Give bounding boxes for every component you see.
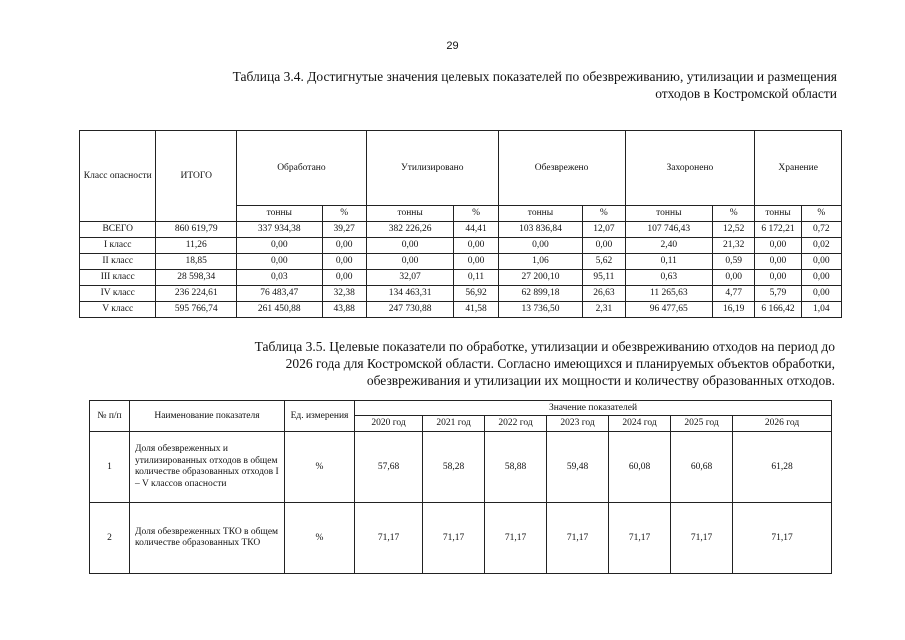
table-cell: 13 736,50: [498, 302, 583, 318]
table-row: [90, 503, 832, 574]
table-cell: 0,00: [801, 286, 841, 302]
table-cell: 134 463,31: [366, 286, 454, 302]
table-cell: 0,03: [237, 270, 323, 286]
value-cell: 60,68: [671, 432, 733, 503]
header-buried: Захоронено: [625, 131, 755, 206]
table-cell: 860 619,79: [156, 222, 237, 238]
header-utilized: Утилизировано: [366, 131, 498, 206]
table2-caption: [155, 338, 835, 389]
table-cell: 0,00: [366, 254, 454, 270]
table2-caption-line1: Таблица 3.5. Целевые показатели по обработке, утилизации и обезвреживанию отходов на период до: [254, 339, 835, 354]
table-cell: 28 598,34: [156, 270, 237, 286]
year-header: 2025 год: [671, 416, 733, 432]
table-cell: 44,41: [454, 222, 498, 238]
table-cell: 32,07: [366, 270, 454, 286]
indicator-name: Доля обезвреженных ТКО в общем количестве образованных ТКО: [130, 503, 285, 574]
unit-pct: %: [454, 206, 498, 222]
table-cell: 95,11: [583, 270, 625, 286]
value-cell: 71,17: [547, 503, 609, 574]
table-cell: 261 450,88: [237, 302, 323, 318]
table1-header-row: [80, 131, 842, 206]
table1-caption-line2: отходов в Костромской области: [655, 86, 837, 101]
page-number: 29: [446, 40, 459, 52]
value-cell: 71,17: [671, 503, 733, 574]
value-cell: 60,08: [609, 432, 671, 503]
table-cell: 0,00: [755, 254, 801, 270]
table-cell: 11,26: [156, 238, 237, 254]
table-cell: 0,00: [322, 254, 366, 270]
target-indicators-table: [89, 400, 832, 574]
header-name: Наименование показателя: [130, 401, 285, 432]
row-number: 1: [90, 432, 130, 503]
unit-pct: %: [322, 206, 366, 222]
table1-body: [80, 222, 842, 318]
indicator-unit: %: [285, 432, 355, 503]
header-total: ИТОГО: [156, 131, 237, 222]
table-cell: 4,77: [713, 286, 755, 302]
row-class-cell: II класс: [80, 254, 156, 270]
table-cell: 0,00: [755, 238, 801, 254]
header-num: № п/п: [90, 401, 130, 432]
row-class-cell: V класс: [80, 302, 156, 318]
table-cell: 107 746,43: [625, 222, 713, 238]
year-header: 2022 год: [485, 416, 547, 432]
header-class: Класс опасности: [80, 131, 156, 222]
table-cell: 0,59: [713, 254, 755, 270]
table-cell: 2,31: [583, 302, 625, 318]
table-cell: 0,00: [366, 238, 454, 254]
table-cell: 0,00: [237, 238, 323, 254]
table-cell: 27 200,10: [498, 270, 583, 286]
table-cell: 0,00: [322, 270, 366, 286]
table-cell: 18,85: [156, 254, 237, 270]
table-cell: 382 226,26: [366, 222, 454, 238]
year-header: 2023 год: [547, 416, 609, 432]
value-cell: 58,28: [423, 432, 485, 503]
table-cell: 0,11: [454, 270, 498, 286]
table-cell: 0,11: [625, 254, 713, 270]
table-row: [80, 286, 842, 302]
table-cell: 0,00: [237, 254, 323, 270]
table-cell: 6 172,21: [755, 222, 801, 238]
table-cell: 11 265,63: [625, 286, 713, 302]
table-cell: 0,00: [713, 270, 755, 286]
table2-header-row: [90, 401, 832, 416]
table-cell: 1,06: [498, 254, 583, 270]
table2-body: [90, 432, 832, 574]
header-values: Значение показателей: [355, 401, 832, 416]
table-cell: 32,38: [322, 286, 366, 302]
table-cell: 0,00: [583, 238, 625, 254]
table-cell: 39,27: [322, 222, 366, 238]
table1-caption-line1: Таблица 3.4. Достигнутые значения целевых показателей по обезвреживанию, утилизации и размещения: [232, 69, 837, 84]
value-cell: 71,17: [609, 503, 671, 574]
value-cell: 71,17: [423, 503, 485, 574]
row-class-cell: I класс: [80, 238, 156, 254]
header-neutralized: Обезврежено: [498, 131, 625, 206]
table-cell: 16,19: [713, 302, 755, 318]
table-row: [80, 302, 842, 318]
table-cell: 56,92: [454, 286, 498, 302]
table-cell: 2,40: [625, 238, 713, 254]
table-cell: 96 477,65: [625, 302, 713, 318]
header-unit: Ед. измерения: [285, 401, 355, 432]
unit-pct: %: [713, 206, 755, 222]
table-cell: 0,00: [454, 254, 498, 270]
row-class-cell: IV класс: [80, 286, 156, 302]
value-cell: 71,17: [355, 503, 423, 574]
table-row: [80, 270, 842, 286]
indicator-name: Доля обезвреженных и утилизированных отходов в общем количестве образованных отходов I – V классов опасности: [130, 432, 285, 503]
table-cell: 247 730,88: [366, 302, 454, 318]
row-class-cell: III класс: [80, 270, 156, 286]
year-header: 2021 год: [423, 416, 485, 432]
value-cell: 58,88: [485, 432, 547, 503]
value-cell: 59,48: [547, 432, 609, 503]
year-header: 2026 год: [733, 416, 832, 432]
table-cell: 0,00: [801, 270, 841, 286]
header-storage: Хранение: [755, 131, 842, 206]
unit-tons: тонны: [755, 206, 801, 222]
table-cell: 0,72: [801, 222, 841, 238]
table2-caption-line3: обезвреживания и утилизации их мощности и количеству образованных отходов.: [366, 373, 835, 388]
row-number: 2: [90, 503, 130, 574]
table-cell: 337 934,38: [237, 222, 323, 238]
year-header: 2024 год: [609, 416, 671, 432]
table-row: [80, 238, 842, 254]
table-cell: 5,79: [755, 286, 801, 302]
table-cell: 12,07: [583, 222, 625, 238]
unit-tons: тонны: [498, 206, 583, 222]
table-cell: 26,63: [583, 286, 625, 302]
table-cell: 12,52: [713, 222, 755, 238]
unit-pct: %: [583, 206, 625, 222]
table-cell: 103 836,84: [498, 222, 583, 238]
table-cell: 43,88: [322, 302, 366, 318]
row-class-cell: ВСЕГО: [80, 222, 156, 238]
indicator-unit: %: [285, 503, 355, 574]
table-cell: 236 224,61: [156, 286, 237, 302]
value-cell: 71,17: [485, 503, 547, 574]
table-row: [90, 432, 832, 503]
year-header: 2020 год: [355, 416, 423, 432]
table-cell: 6 166,42: [755, 302, 801, 318]
table-cell: 76 483,47: [237, 286, 323, 302]
unit-tons: тонны: [237, 206, 323, 222]
table-cell: 595 766,74: [156, 302, 237, 318]
table-row: [80, 222, 842, 238]
value-cell: 71,17: [733, 503, 832, 574]
table-cell: 62 899,18: [498, 286, 583, 302]
table-cell: 0,00: [498, 238, 583, 254]
table-cell: 0,00: [322, 238, 366, 254]
table-row: [80, 254, 842, 270]
table-cell: 0,02: [801, 238, 841, 254]
table-cell: 5,62: [583, 254, 625, 270]
table-cell: 41,58: [454, 302, 498, 318]
table2-caption-line2: 2026 года для Костромской области. Согласно имеющихся и планируемых объектов обработки,: [285, 356, 835, 371]
unit-tons: тонны: [366, 206, 454, 222]
value-cell: 61,28: [733, 432, 832, 503]
table-cell: 21,32: [713, 238, 755, 254]
table-cell: 0,00: [801, 254, 841, 270]
table1-caption: [137, 68, 837, 102]
table-cell: 0,63: [625, 270, 713, 286]
table-cell: 0,00: [454, 238, 498, 254]
achieved-values-table: [79, 130, 842, 318]
header-processed: Обработано: [237, 131, 367, 206]
unit-pct: %: [801, 206, 841, 222]
table-cell: 0,00: [755, 270, 801, 286]
value-cell: 57,68: [355, 432, 423, 503]
table-cell: 1,04: [801, 302, 841, 318]
unit-tons: тонны: [625, 206, 713, 222]
